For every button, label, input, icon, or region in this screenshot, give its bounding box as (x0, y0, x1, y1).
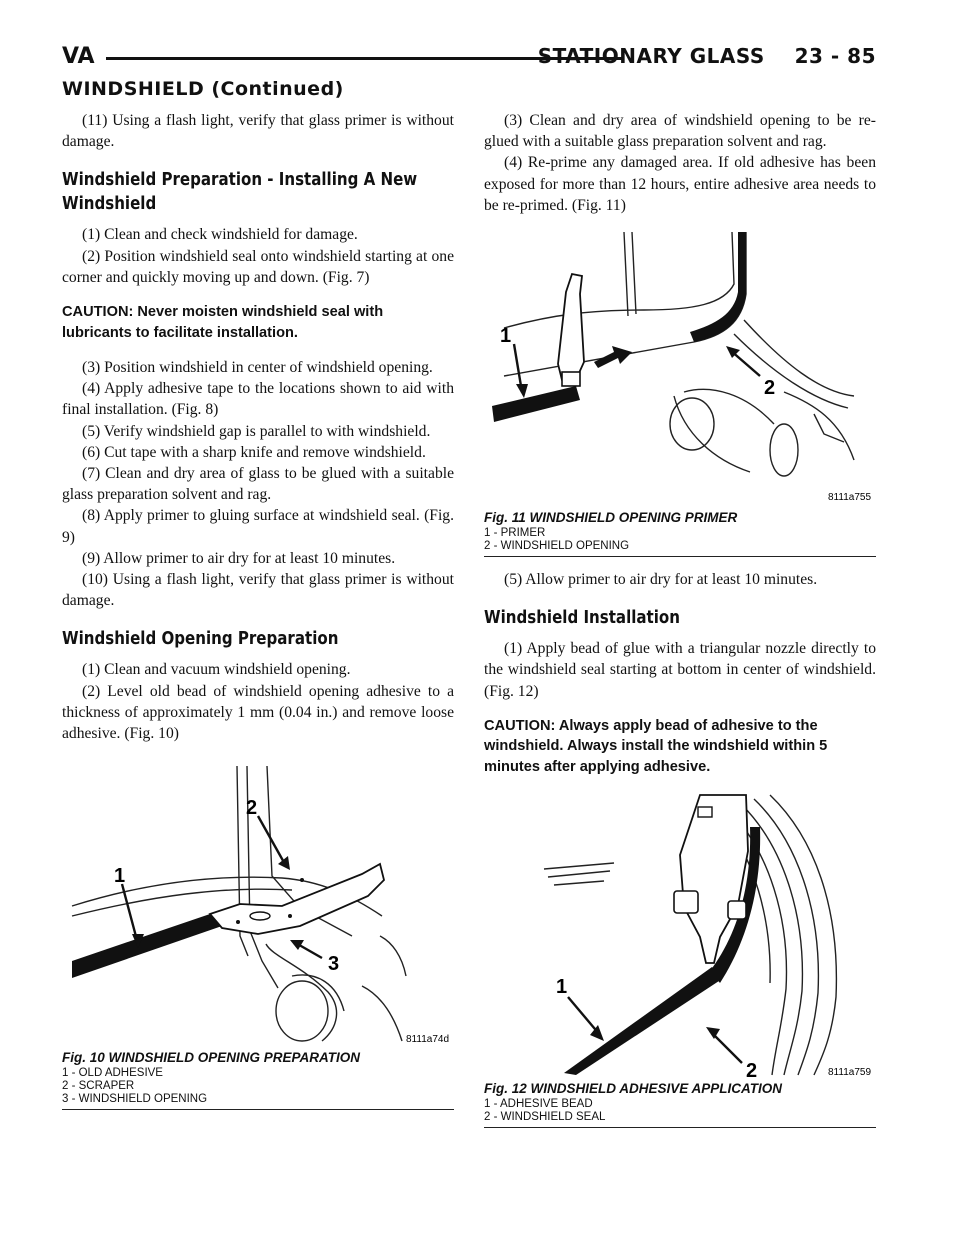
s1-step-4: (4) Apply adhesive tape to the locations shown to aid with final installation. (Fig. 8) (62, 380, 454, 419)
fig10-rule (62, 1109, 454, 1110)
step-11: (11) Using a flash light, verify that glass primer is without damage. (62, 112, 454, 151)
s1-step-9: (9) Allow primer to air dry for at least 10 minutes. (82, 549, 396, 567)
s2-step-2: (2) Level old bead of windshield opening adhesive to a thickness of approximately 1 mm (0.04 in.) and remove loose adhesive. (Fig. 10) (62, 682, 454, 743)
s1-step-7: (7) Clean and dry area of glass to be glued with a suitable glass preparation solvent and rag. (62, 465, 454, 504)
s3-step-1: (1) Apply bead of glue with a triangular nozzle directly to the windshield seal starting at bottom in center of windshield. (Fig. 12) (484, 640, 876, 700)
figure-12 (484, 787, 876, 1128)
caution-lubricants: CAUTION: Never moisten windshield seal with lubricants to facilitate installation. (62, 304, 384, 341)
s1-step-5: (5) Verify windshield gap is parallel to with windshield. (82, 422, 431, 440)
fig11-primer-applicator (558, 274, 584, 384)
figure-11 (484, 224, 876, 557)
s1-step-2: (2) Position windshield seal onto windshield starting at one corner and quickly moving up and down. (Fig. 7) (62, 247, 454, 286)
fig11-code: 8111a755 (828, 492, 872, 504)
s2-step-3: (3) Clean and dry area of windshield opening to be re-glued with a suitable glass preparation solvent and rag. (484, 112, 876, 151)
continued-title: WINDSHIELD (Continued) (62, 78, 344, 100)
s1-step-6: (6) Cut tape with a sharp knife and remove windshield. (82, 443, 426, 461)
fig11-opening-edge (690, 232, 746, 342)
caution-adhesive: CAUTION: Always apply bead of adhesive to the windshield. Always install the windshield within 5 minutes after applying adhesive. (484, 717, 828, 775)
fig11-legend-2: 2 - WINDSHIELD OPENING (484, 540, 630, 553)
s1-step-8: (8) Apply primer to gluing surface at windshield seal. (Fig. 9) (62, 507, 454, 546)
fig10-illustration (62, 756, 454, 1046)
s1-step-3: (3) Position windshield in center of windshield opening. (82, 359, 433, 377)
fig12-callout-2: 2 (746, 1060, 758, 1078)
fig12-rule (484, 1127, 876, 1128)
fig10-callout-1: 1 (114, 865, 126, 888)
left-column (62, 110, 454, 1110)
fig12-caption: Fig. 12 WINDSHIELD ADHESIVE APPLICATION (484, 1081, 783, 1097)
fig10-legend-2: 2 - SCRAPER (62, 1080, 135, 1093)
fig11-direction-arrow (594, 346, 632, 368)
fig10-callout-3: 3 (328, 953, 340, 976)
fig11-caption: Fig. 11 WINDSHIELD OPENING PRIMER (484, 510, 738, 526)
fig10-caption: Fig. 10 WINDSHIELD OPENING PREPARATION (62, 1050, 361, 1066)
fig11-legend-1: 1 - PRIMER (484, 527, 546, 540)
section-heading-installation: Windshield Installation (484, 608, 680, 629)
fig10-callout-2: 2 (246, 797, 258, 820)
figure-10 (62, 756, 454, 1110)
fig12-illustration (484, 787, 876, 1077)
fig11-callout-2: 2 (764, 377, 776, 400)
s2-step-1: (1) Clean and vacuum windshield opening. (82, 661, 351, 679)
fig11-callout-1: 1 (500, 325, 512, 348)
fig10-legend-1: 1 - OLD ADHESIVE (62, 1067, 163, 1080)
fig10-code: 8111a74d (406, 1034, 450, 1046)
fig12-code: 8111a759 (828, 1067, 872, 1078)
fig12-legend-2: 2 - WINDSHIELD SEAL (484, 1111, 606, 1124)
fig12-callout-1: 1 (556, 976, 568, 999)
header-model-code: VA (62, 44, 95, 69)
right-column (484, 110, 876, 1128)
fig12-legend-1: 1 - ADHESIVE BEAD (484, 1098, 593, 1111)
page-header (62, 44, 876, 74)
fig10-scraper (210, 864, 384, 934)
fig10-old-adhesive-bead (72, 914, 222, 978)
section-heading-opening-preparation: Windshield Opening Preparation (62, 629, 339, 650)
s2-step-4: (4) Re-prime any damaged area. If old adhesive has been exposed for more than 12 hours, entire adhesive area needs to be re-primed. (Fig. 11) (484, 154, 876, 214)
s1-step-1: (1) Clean and check windshield for damage. (82, 226, 358, 244)
section-heading-preparation: Windshield Preparation - Installing A New Windshield (62, 170, 418, 215)
s1-step-10: (10) Using a flash light, verify that glass primer is without damage. (62, 571, 454, 610)
fig11-rule (484, 556, 876, 557)
header-section-page: STATIONARY GLASS 23 - 85 (537, 44, 876, 68)
s2-step-5: (5) Allow primer to air dry for at least 10 minutes. (504, 571, 818, 589)
fig11-primer-stripe (492, 386, 580, 422)
fig10-legend-3: 3 - WINDSHIELD OPENING (62, 1093, 208, 1106)
fig11-illustration (484, 224, 876, 506)
